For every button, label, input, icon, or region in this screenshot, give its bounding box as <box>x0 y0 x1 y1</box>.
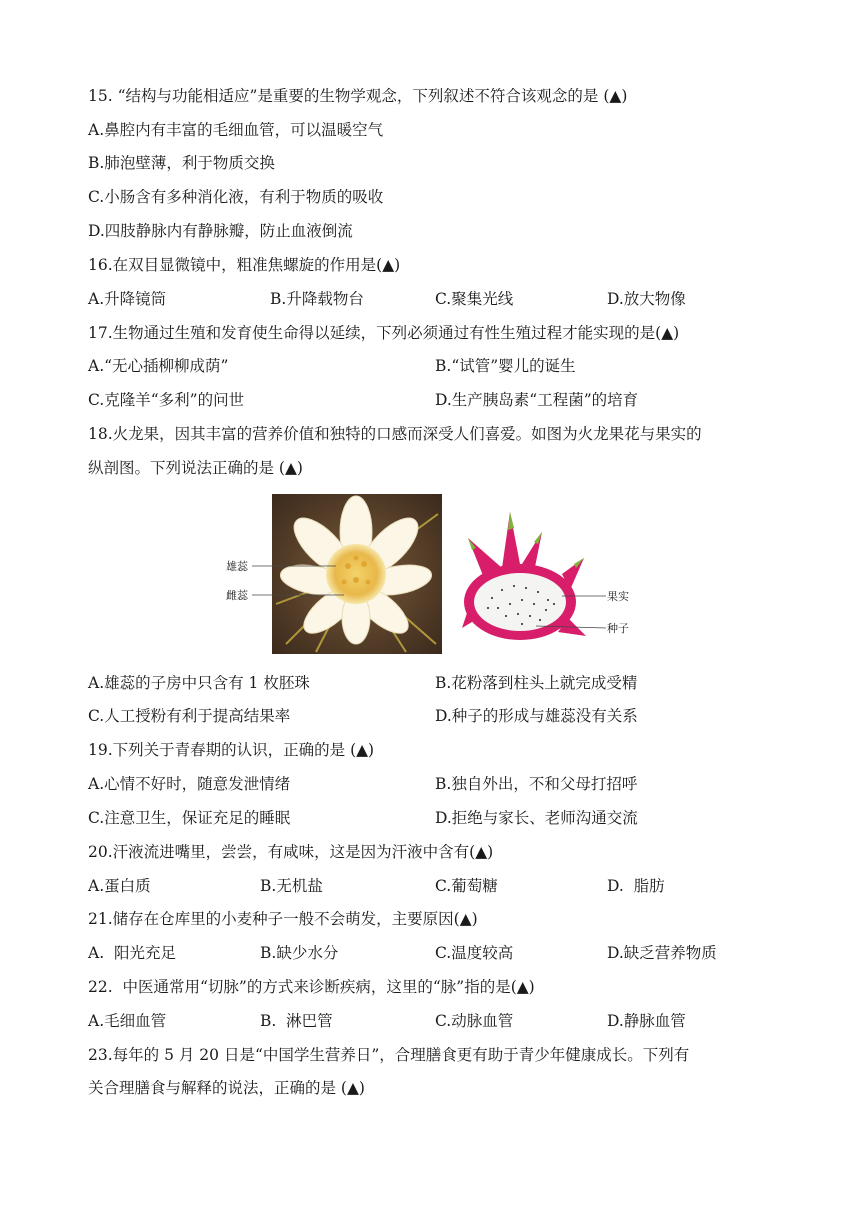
q19-stem: 19.下列关于青春期的认识，正确的是 (▲) <box>88 741 375 759</box>
q18-option-c: C.人工授粉有利于提高结果率 <box>88 707 291 725</box>
q21-option-d: D.缺乏营养物质 <box>607 944 717 962</box>
q20-option-d: D. 脂肪 <box>607 877 665 895</box>
q18-option-d: D.种子的形成与雄蕊没有关系 <box>435 707 638 725</box>
q19-option-a: A.心情不好时，随意发泄情绪 <box>88 775 291 793</box>
q21-option-c: C.温度较高 <box>435 944 514 962</box>
q15-stem: 15. “结构与功能相适应”是重要的生物学观念，下列叙述不符合该观念的是 (▲) <box>88 87 628 105</box>
pitaya-flower-figure <box>226 494 442 654</box>
q22-option-c: C.动脉血管 <box>435 1012 514 1030</box>
stamen-label: 雄蕊 <box>226 560 248 573</box>
q21-option-a: A. 阳光充足 <box>88 944 176 962</box>
q22-option-d: D.静脉血管 <box>607 1012 686 1030</box>
q16-stem: 16.在双目显微镜中，粗准焦螺旋的作用是(▲) <box>88 256 401 274</box>
q22-stem: 22. 中医通常用“切脉”的方式来诊断疾病，这里的“脉”指的是(▲) <box>88 978 535 996</box>
q21-option-b: B.缺少水分 <box>260 944 339 962</box>
fruit-label: 果实 <box>607 590 629 603</box>
q18-stem-continued: 纵剖图。下列说法正确的是 (▲) <box>88 459 303 477</box>
q21-stem: 21.储存在仓库里的小麦种子一般不会萌发，主要原因(▲) <box>88 910 478 928</box>
q16-option-c: C.聚集光线 <box>435 290 514 308</box>
q20-option-c: C.葡萄糖 <box>435 877 498 895</box>
seed-label: 种子 <box>607 622 629 635</box>
q23-stem: 23.每年的 5 月 20 日是“中国学生营养日”，合理膳食更有助于青少年健康成长。下列有 <box>88 1046 690 1064</box>
q18-stem: 18.火龙果，因其丰富的营养价值和独特的口感而深受人们喜爱。如图为火龙果花与果实的 <box>88 425 702 443</box>
pistil-label: 雌蕊 <box>226 589 248 602</box>
q20-option-b: B.无机盐 <box>260 877 323 895</box>
q18-option-b: B.花粉落到柱头上就完成受精 <box>435 674 638 692</box>
q15-option-d: D.四肢静脉内有静脉瓣，防止血液倒流 <box>88 222 353 240</box>
q20-stem: 20.汗液流进嘴里，尝尝，有咸味，这是因为汗液中含有(▲) <box>88 843 494 861</box>
q17-option-a: A.“无心插柳柳成荫” <box>88 357 229 375</box>
pitaya-fruit-figure <box>462 508 642 646</box>
q19-option-d: D.拒绝与家长、老师沟通交流 <box>435 809 638 827</box>
q19-option-b: B.独自外出，不和父母打招呼 <box>435 775 638 793</box>
q17-stem: 17.生物通过生殖和发育使生命得以延续，下列必须通过有性生殖过程才能实现的是(▲) <box>88 324 680 342</box>
q17-option-d: D.生产胰岛素“工程菌”的培育 <box>435 391 639 409</box>
q22-option-a: A.毛细血管 <box>88 1012 167 1030</box>
q15-option-a: A.鼻腔内有丰富的毛细血管，可以温暖空气 <box>88 121 384 139</box>
q19-option-c: C.注意卫生，保证充足的睡眠 <box>88 809 291 827</box>
q15-option-b: B.肺泡壁薄，利于物质交换 <box>88 154 275 172</box>
q16-option-d: D.放大物像 <box>607 290 686 308</box>
q20-option-a: A.蛋白质 <box>88 877 151 895</box>
q17-option-b: B.“试管”婴儿的诞生 <box>435 357 576 375</box>
q23-stem-continued: 关合理膳食与解释的说法，正确的是 (▲) <box>88 1079 365 1097</box>
q15-option-c: C.小肠含有多种消化液，有利于物质的吸收 <box>88 188 384 206</box>
q16-option-a: A.升降镜筒 <box>88 290 167 308</box>
q16-option-b: B.升降载物台 <box>270 290 364 308</box>
pitaya-flower-image <box>226 494 442 654</box>
q17-option-c: C.克隆羊“多利”的问世 <box>88 391 245 409</box>
q22-option-b: B. 淋巴管 <box>260 1012 333 1030</box>
q18-option-a: A.雄蕊的子房中只含有 1 枚胚珠 <box>88 674 310 692</box>
